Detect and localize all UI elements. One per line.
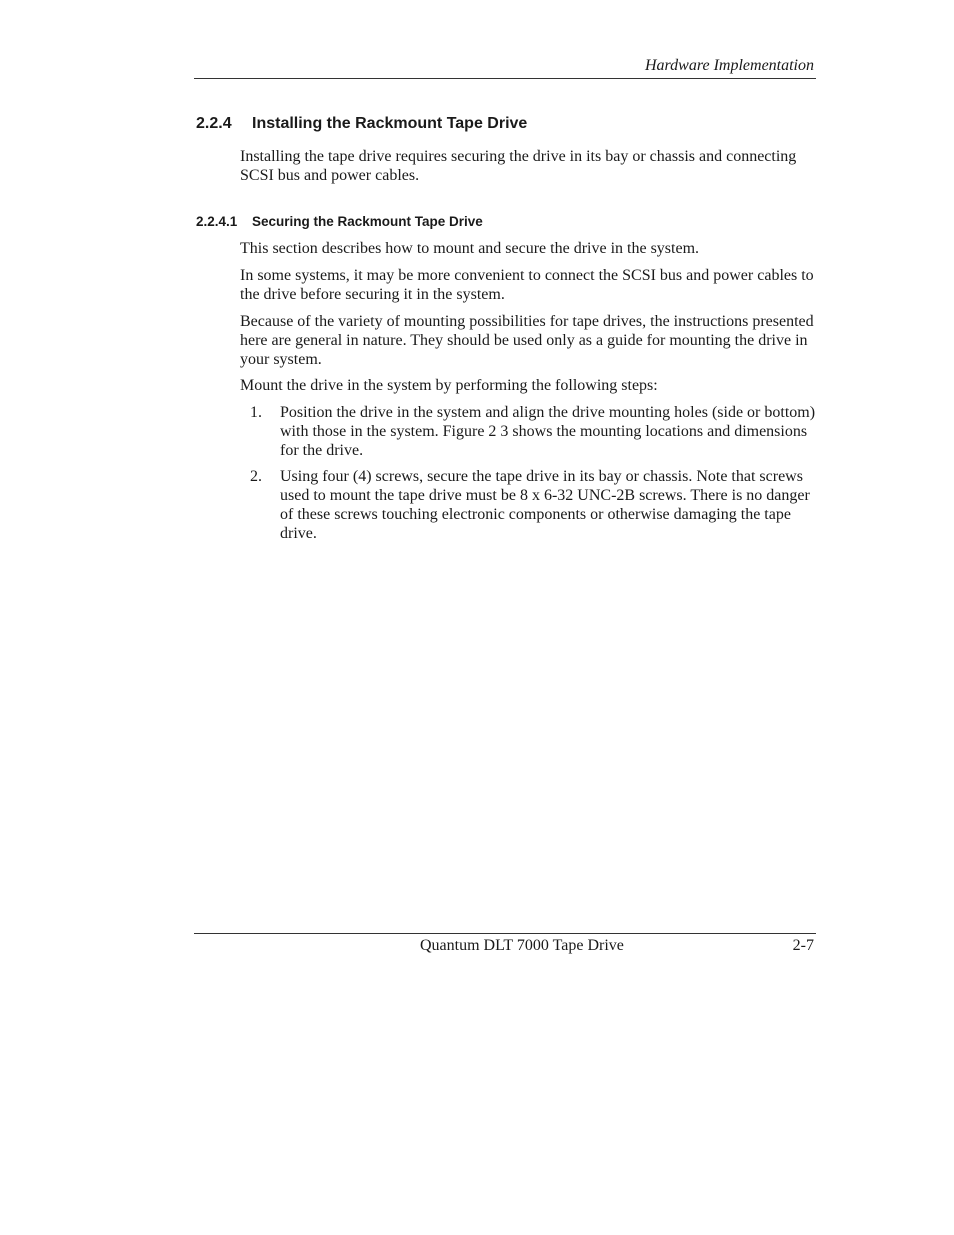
paragraph-2: In some systems, it may be more convenient to connect the SCSI bus and power cables to the drive before securing it in the system.	[240, 267, 814, 303]
step-item	[250, 403, 820, 460]
subsection-title: Securing the Rackmount Tape Drive	[252, 214, 483, 229]
section-intro: Installing the tape drive requires securing the drive in its bay or chassis and connecting SCSI bus and power cables.	[240, 148, 797, 184]
section-title: Installing the Rackmount Tape Drive	[252, 115, 528, 132]
paragraph-3: Because of the variety of mounting possibilities for tape drives, the instructions presented here are general in nature. They should be used only as a guide for mounting the drive in your system.	[240, 313, 814, 368]
step-number: 1.	[250, 404, 262, 421]
section-heading	[196, 113, 527, 135]
paragraph-1: This section describes how to mount and secure the drive in the system.	[240, 240, 700, 257]
running-header-title: Hardware Implementation	[644, 57, 814, 74]
step-item	[250, 467, 820, 543]
subsection-heading	[196, 213, 483, 231]
running-header	[194, 56, 816, 79]
step-number: 2.	[250, 468, 262, 485]
section-number: 2.2.4	[196, 115, 232, 132]
page-number: 2-7	[792, 937, 814, 954]
step-text: Position the drive in the system and align the drive mounting holes (side or bottom) with those in the system. Figure 2 3 shows the mounting locations and dimensions for the drive.	[280, 404, 816, 459]
paragraph-4: Mount the drive in the system by performing the following steps:	[240, 377, 658, 394]
step-text: Using four (4) screws, secure the tape drive in its bay or chassis. Note that screws used to mount the tape drive must be 8 x 6-32 UNC-2B screws. There is no danger of these screws touching electronic components or otherwise damaging the tape drive.	[280, 468, 810, 542]
running-footer	[194, 933, 816, 960]
footer-title: Quantum DLT 7000 Tape Drive	[420, 937, 624, 954]
subsection-number: 2.2.4.1	[196, 214, 238, 229]
